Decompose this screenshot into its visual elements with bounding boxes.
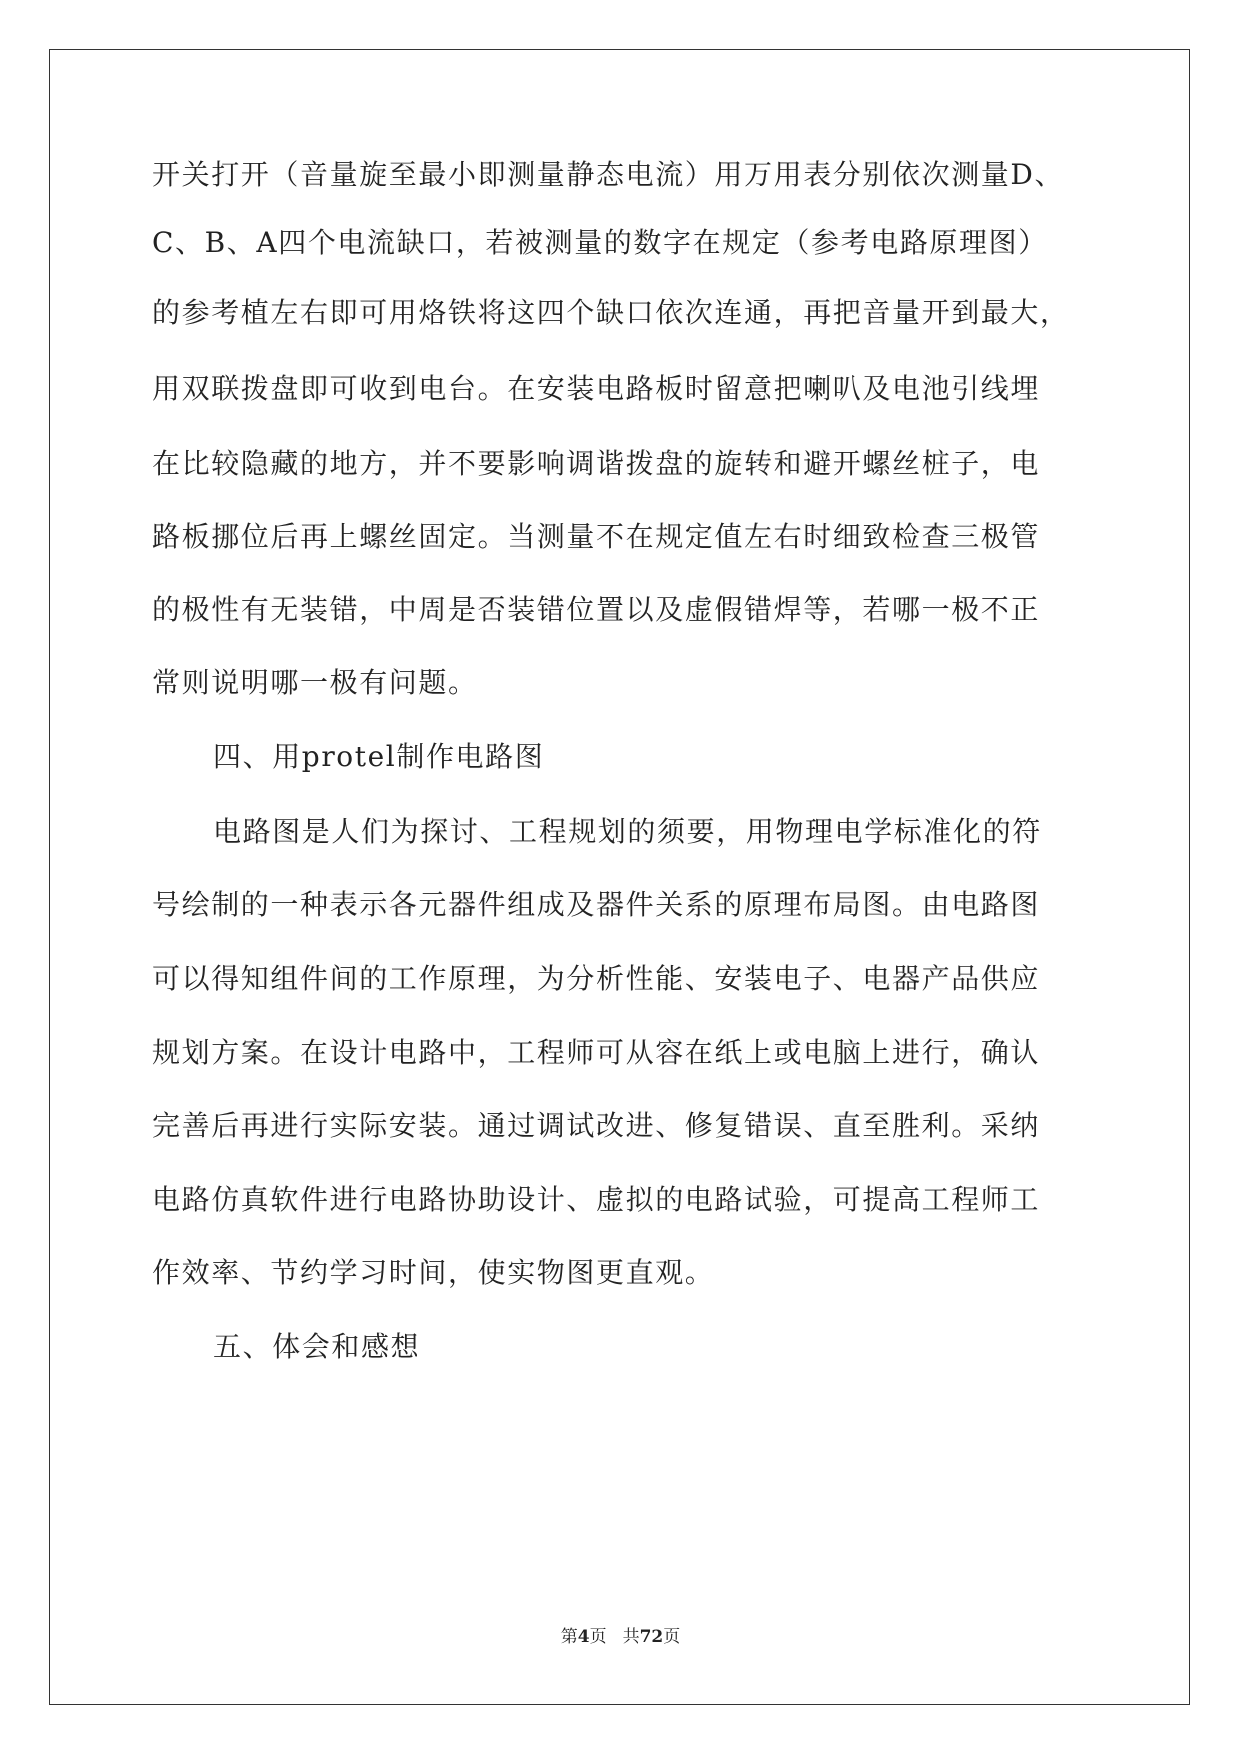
paragraph-first-line: 电路图是人们为探讨、工程规划的须要，用物理电学标准化的符 [213, 815, 1042, 848]
footer-page-suffix: 页 [589, 1627, 607, 1647]
body-line-2: C、B、A四个电流缺口，若被测量的数字在规定（参考电路原理图） [152, 226, 1048, 259]
footer-page-number: 4 [577, 1627, 590, 1647]
section-heading-5: 五、体会和感想 [213, 1330, 421, 1363]
body-line-15: 电路仿真软件进行电路协助设计、虚拟的电路试验，可提高工程师工 [152, 1183, 1041, 1216]
body-line-11: 号绘制的一种表示各元器件组成及器件关系的原理布局图。由电路图 [152, 888, 1041, 921]
body-line-7: 的极性有无装错，中周是否装错位置以及虚假错焊等，若哪一极不正 [152, 593, 1041, 626]
section-heading-4: 四、用protel制作电路图 [213, 740, 545, 773]
body-line-5: 在比较隐藏的地方，并不要影响调谐拨盘的旋转和避开螺丝桩子，电 [152, 447, 1041, 480]
footer-total-suffix: 页 [663, 1627, 681, 1647]
body-line-16: 作效率、节约学习时间，使实物图更直观。 [152, 1256, 715, 1289]
body-line-14: 完善后再进行实际安装。通过调试改进、修复错误、直至胜利。采纳 [152, 1109, 1041, 1142]
footer-page-prefix: 第 [560, 1627, 578, 1647]
footer-total-prefix: 共 [622, 1627, 640, 1647]
page-footer [0, 1626, 1241, 1648]
body-line-8: 常则说明哪一极有问题。 [152, 666, 478, 699]
body-line-13: 规划方案。在设计电路中，工程师可从容在纸上或电脑上进行，确认 [152, 1036, 1041, 1069]
body-line-3: 的参考植左右即可用烙铁将这四个缺口依次连通，再把音量开到最大， [152, 296, 1070, 329]
body-line-4: 用双联拨盘即可收到电台。在安装电路板时留意把喇叭及电池引线埋 [152, 372, 1041, 405]
body-line-12: 可以得知组件间的工作原理，为分析性能、安装电子、电器产品供应 [152, 962, 1041, 995]
body-line-1: 开关打开（音量旋至最小即测量静态电流）用万用表分别依次测量D、 [152, 158, 1065, 191]
body-line-6: 路板挪位后再上螺丝固定。当测量不在规定值左右时细致检查三极管 [152, 520, 1041, 553]
footer-total-pages: 72 [639, 1627, 664, 1647]
